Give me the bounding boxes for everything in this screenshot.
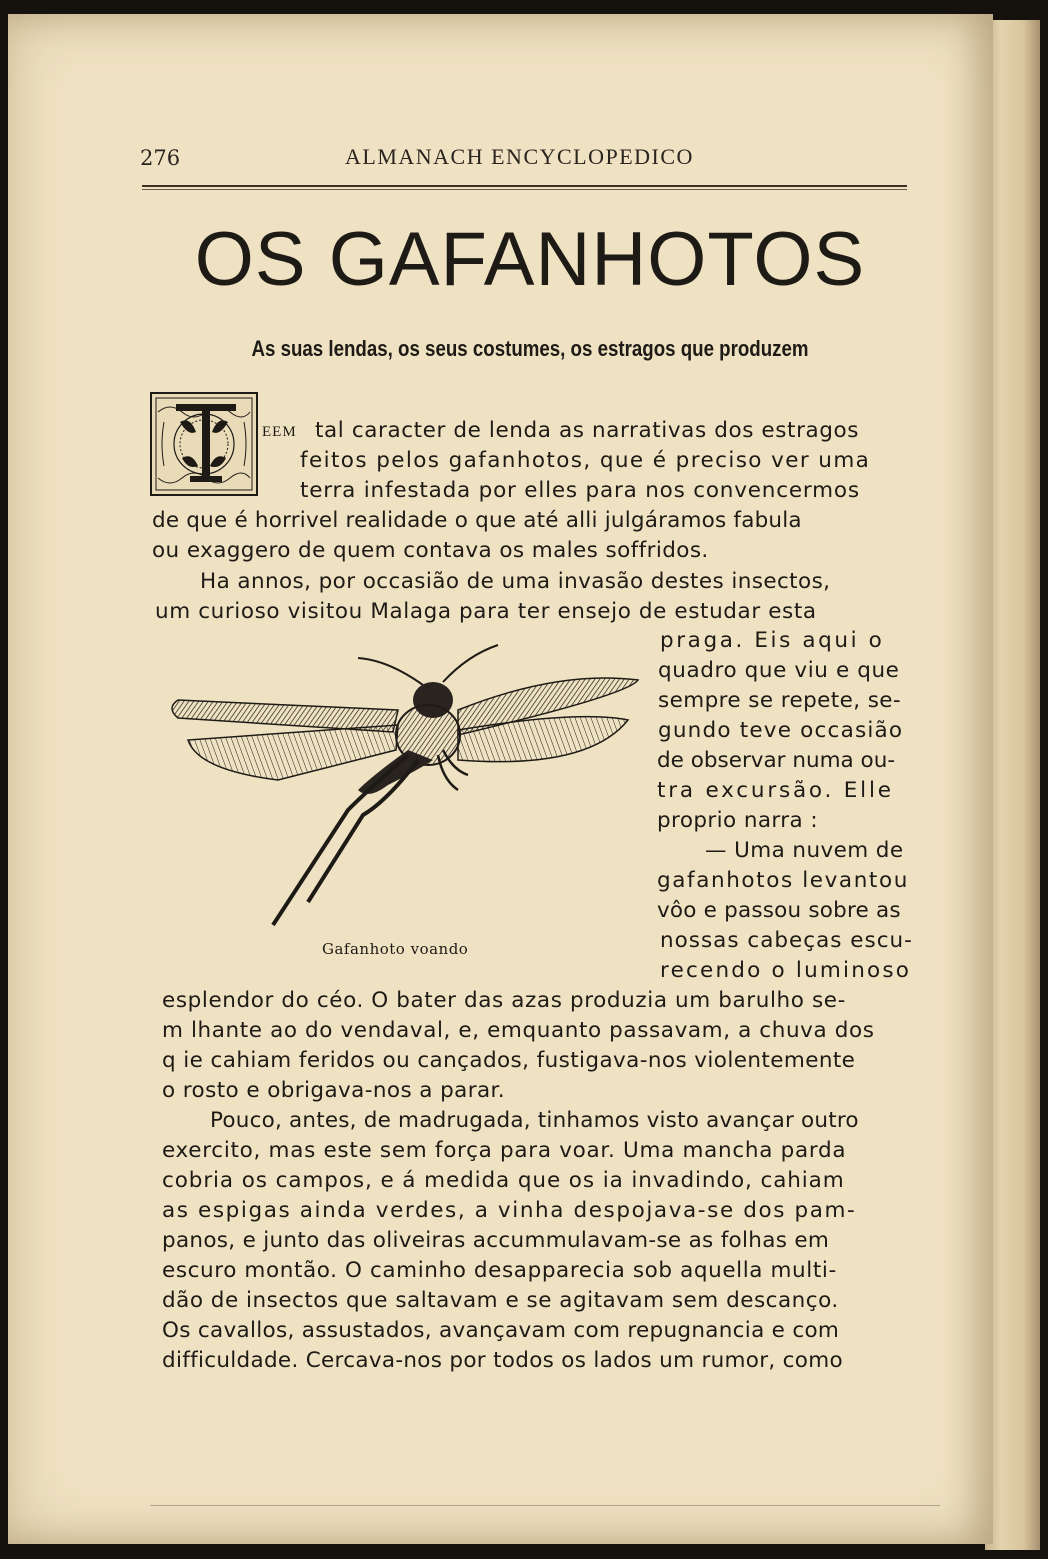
text-line: gafanhotos levantou xyxy=(657,868,909,893)
bottom-rule xyxy=(150,1505,940,1506)
ornamental-dropcap-icon xyxy=(150,392,258,496)
figure-caption: Gafanhoto voando xyxy=(322,940,469,958)
text-line: dão de insectos que saltavam e se agitavam sem descanço. xyxy=(162,1288,839,1313)
text-line: panos, e junto das oliveiras accummulavam-se as folhas em xyxy=(162,1228,830,1253)
text-line: praga. Eis aqui o xyxy=(660,628,885,653)
header-rule xyxy=(142,185,907,187)
article-subtitle: As suas lendas, os seus costumes, os estragos que produzem xyxy=(251,336,809,361)
page-number: 276 xyxy=(140,146,181,170)
header-rule-thin xyxy=(142,189,907,190)
text-line: esplendor do céo. O bater das azas produzia um barulho se- xyxy=(162,988,846,1013)
text-line: — Uma nuvem de xyxy=(705,838,904,863)
text-line: gundo teve occasião xyxy=(658,718,904,743)
text-line: de que é horrivel realidade o que até alli julgáramos fabula xyxy=(152,508,802,533)
text-line: recendo o luminoso xyxy=(660,958,912,983)
text-line: ou exaggero de quem contava os males soffridos. xyxy=(152,538,709,563)
page-header xyxy=(140,140,910,180)
text-line: escuro montão. O caminho desapparecia sob aquella multi- xyxy=(162,1258,837,1283)
running-title: ALMANACH ENCYCLOPEDICO xyxy=(345,144,694,169)
text-line: vôo e passou sobre as xyxy=(657,898,901,923)
text-line: cobria os campos, e á medida que os ia invadindo, cahiam xyxy=(162,1168,845,1193)
text-line: Ha annos, por occasião de uma invasão destes insectos, xyxy=(200,569,831,594)
article-title: OS GAFANHOTOS xyxy=(194,217,866,302)
adjacent-page-edge xyxy=(985,20,1040,1550)
text-line: as espigas ainda verdes, a vinha despojava-se dos pam- xyxy=(162,1198,857,1223)
text-line: feitos pelos gafanhotos, que é preciso ver uma xyxy=(300,448,871,473)
text-line: exercito, mas este sem força para voar. Uma mancha parda xyxy=(162,1138,847,1163)
text-line: terra infestada por elles para nos convencermos xyxy=(300,478,860,503)
text-line: de observar numa ou- xyxy=(657,748,896,773)
text-line: tal caracter de lenda as narrativas dos estragos xyxy=(315,418,860,443)
grasshopper-engraving-icon xyxy=(158,640,653,940)
text-line: Os cavallos, assustados, avançavam com repugnancia e com xyxy=(162,1318,840,1343)
grasshopper-figure xyxy=(158,640,653,940)
text-line: o rosto e obrigava-nos a parar. xyxy=(162,1078,506,1103)
text-line: nossas cabeças escu- xyxy=(660,928,913,953)
text-line: difficuldade. Cercava-nos por todos os lados um rumor, como xyxy=(162,1348,843,1373)
text-line: um curioso visitou Malaga para ter ensejo de estudar esta xyxy=(155,599,817,624)
text-line: Pouco, antes, de madrugada, tinhamos visto avançar outro xyxy=(210,1108,859,1133)
text-line: tra excursão. Elle xyxy=(657,778,894,803)
text-line: q ie cahiam feridos ou cançados, fustigava-nos violentemente xyxy=(162,1048,856,1073)
text-line: sempre se repete, se- xyxy=(658,688,902,713)
text-line: quadro que viu e que xyxy=(658,658,900,683)
text-line: proprio narra : xyxy=(657,808,818,833)
dropcap-rest: EEM xyxy=(262,424,297,440)
text-line: m lhante ao do vendaval, e, emquanto passavam, a chuva dos xyxy=(162,1018,875,1043)
